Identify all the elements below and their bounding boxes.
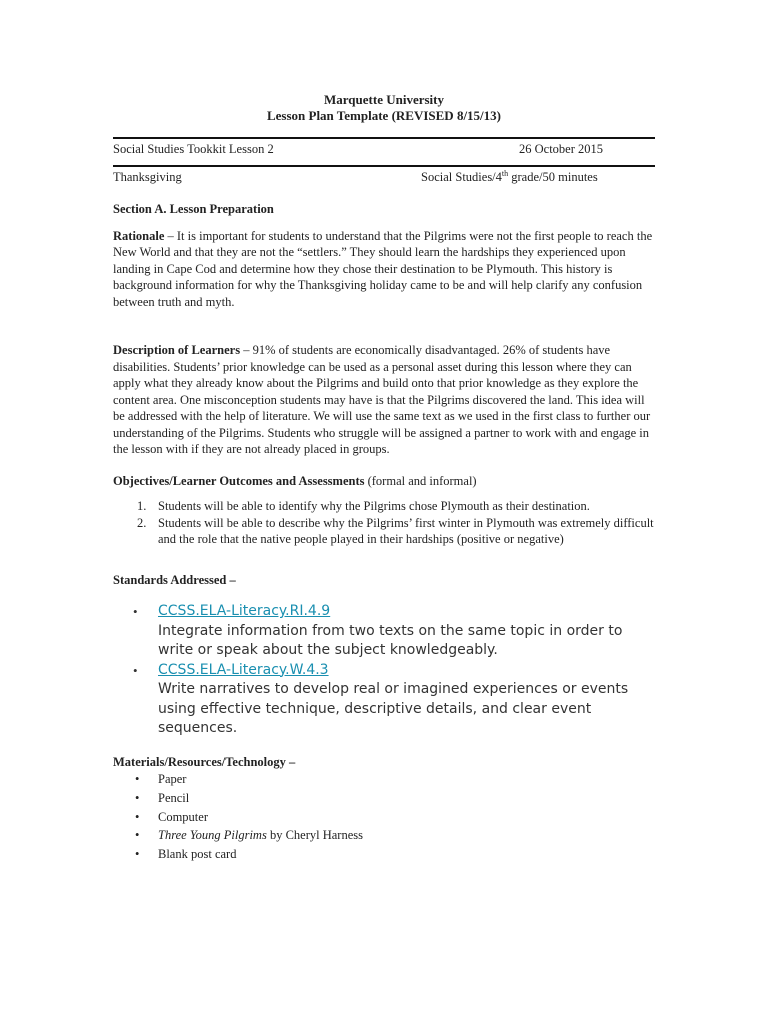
lesson-name: Social Studies Tookkit Lesson 2 xyxy=(113,142,274,156)
divider xyxy=(113,137,655,139)
lesson-topic: Thanksgiving xyxy=(113,170,182,184)
rationale-paragraph: Rationale – It is important for students to understand that the Pilgrims were not the first people to reach the New World and that they are not the “settlers.” They should learn the hardships they experienced upon landing in Cape Cod and determine how they chose their destination to be Plymouth. This history is background information for why the Thanksgiving holiday came to be and will help clarify any confusion between truth and myth. xyxy=(113,228,653,309)
book-title: Three Young Pilgrims xyxy=(158,828,267,843)
list-item: • Pencil xyxy=(113,789,655,808)
standard-description: Integrate information from two texts on the same topic in order to write or speak about the subject knowledgeably. xyxy=(158,622,623,658)
learners-paragraph: Description of Learners – 91% of students are economically disadvantaged. 26% of students have disabilities. Students’ prior knowledge can be used as a personal asset during this lesson where they can apply what they already know about the Pilgrims and build onto that prior knowledge as they explore the content area. One misconception students may have is that the Pilgrims discovered the land. This idea will be addressed with the help of literature. We will use the same text as we used in the first class to further our understanding of the Pilgrims. Students who struggle will be assigned a partner to work with and engage in the lesson with if they are not already placed in groups. xyxy=(113,343,651,456)
list-item: • Blank post card xyxy=(113,845,655,864)
template-title: Lesson Plan Template (REVISED 8/15/13) xyxy=(266,108,502,123)
standard-link[interactable]: CCSS.ELA-Literacy.RI.4.9 xyxy=(158,603,331,619)
list-item xyxy=(113,661,655,739)
bullet-icon: • xyxy=(135,772,140,786)
bullet-icon: • xyxy=(135,828,140,843)
bullet-icon: • xyxy=(135,809,140,824)
materials-heading: Materials/Resources/Technology – xyxy=(113,754,296,769)
bullet-icon: • xyxy=(135,790,140,805)
standard-description: Write narratives to develop real or imagined experiences or events using effective technique, descriptive details, and clear event sequences. xyxy=(158,681,629,736)
bullet-icon: • xyxy=(133,662,138,678)
lesson-plan-page xyxy=(113,92,655,864)
rationale-label: Rationale xyxy=(113,228,165,243)
list-item: 1. Students will be able to identify why the Pilgrims chose Plymouth as their destination. xyxy=(137,499,590,513)
objectives-heading: Objectives/Learner Outcomes and Assessments (formal and informal) xyxy=(113,473,477,488)
section-a-heading: Section A. Lesson Preparation xyxy=(113,202,274,216)
learners-label: Description of Learners xyxy=(113,343,241,357)
standards-heading: Standards Addressed – xyxy=(113,572,236,587)
list-item xyxy=(113,602,655,661)
divider xyxy=(113,165,655,167)
bullet-icon: • xyxy=(133,604,138,619)
list-item: • Three Young Pilgrims by Cheryl Harness xyxy=(113,826,655,845)
standard-link[interactable]: CCSS.ELA-Literacy.W.4.3 xyxy=(158,661,329,678)
lesson-date: 26 October 2015 xyxy=(519,142,604,156)
bullet-icon: • xyxy=(135,847,140,862)
university-title: Marquette University xyxy=(324,92,444,107)
list-item: • Computer xyxy=(113,808,655,827)
subject-grade-duration: Social Studies/4th grade/50 minutes xyxy=(421,169,598,184)
objectives-list xyxy=(113,498,655,548)
list-item: 2. Students will be able to describe why the Pilgrims’ first winter in Plymouth was extremely difficult and the role that the native people played in their hardships (positive or negative) xyxy=(137,515,654,546)
standards-list xyxy=(113,602,655,739)
materials-list xyxy=(113,770,655,864)
list-item: • Paper xyxy=(113,770,655,789)
